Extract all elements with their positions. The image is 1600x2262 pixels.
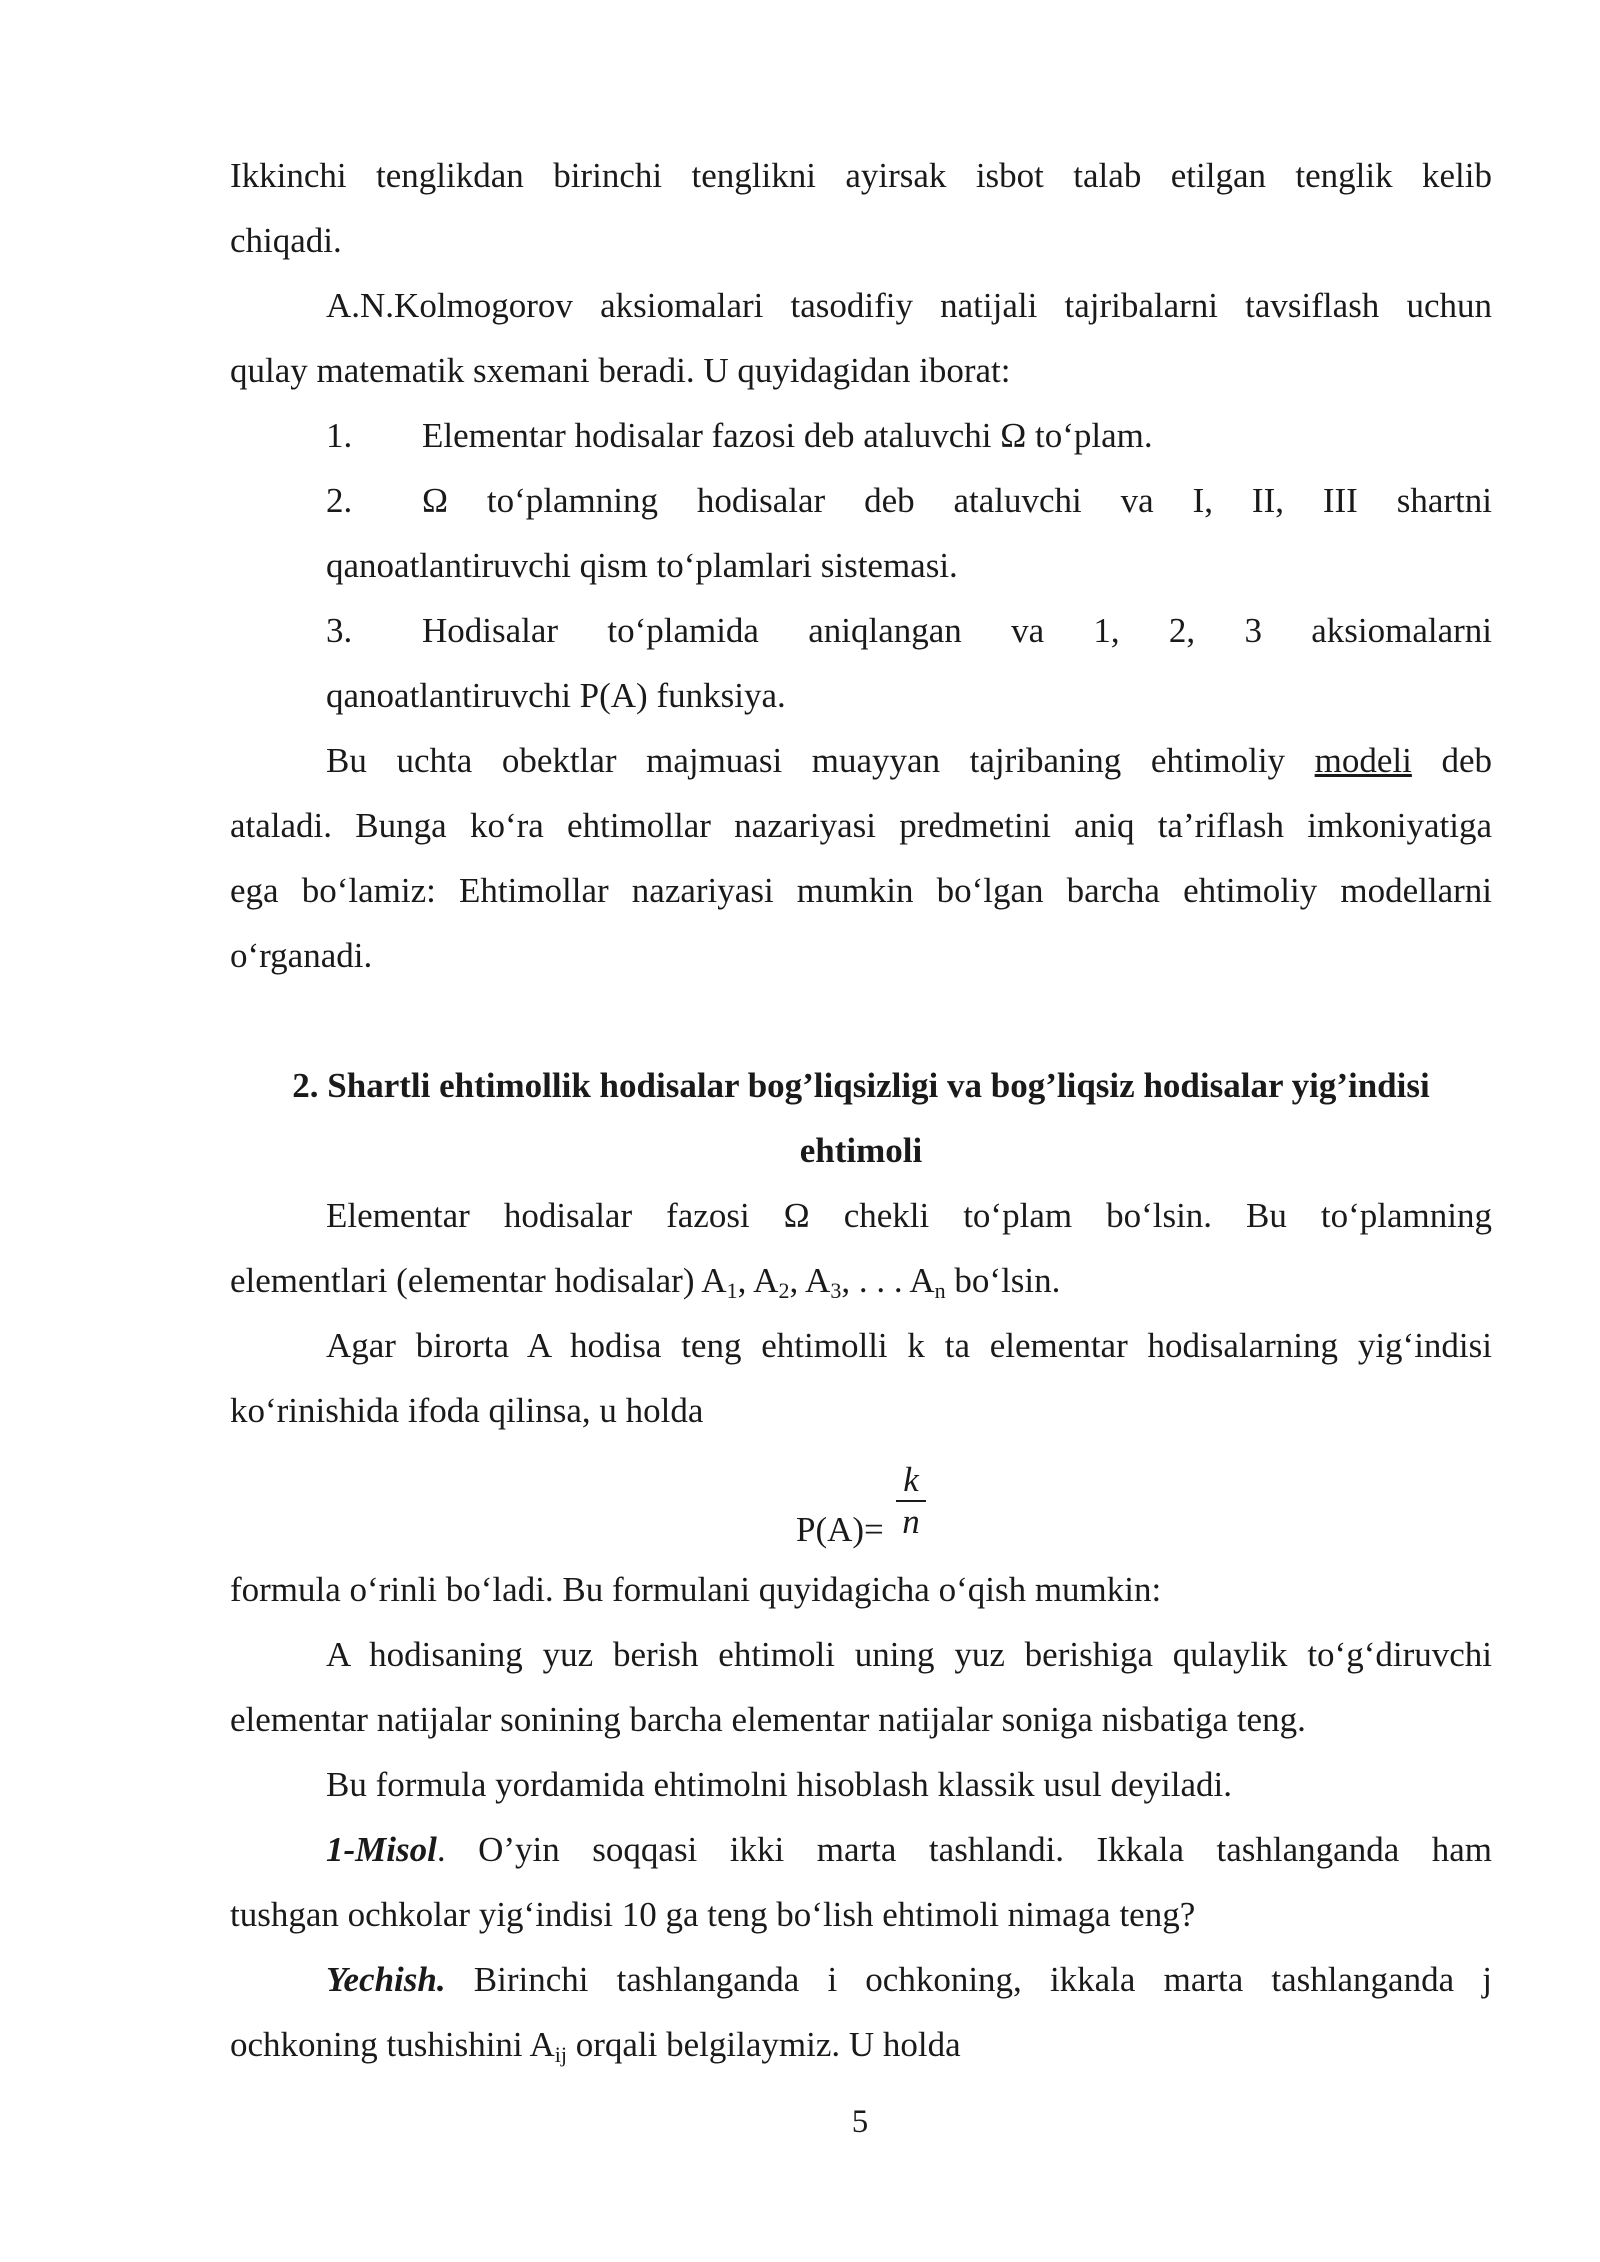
paragraph-line: qulay matematik sxemani beradi. U quyidagidan iborat:	[230, 351, 1011, 390]
paragraph-line: ega bo‘lamiz: Ehtimollar nazariyasi mumkin bo‘lgan barcha ehtimoliy modellarni	[230, 871, 1492, 910]
paragraph-line: Elementar hodisalar fazosi Ω chekli to‘plam bo‘lsin. Bu to‘plamning	[326, 1196, 1492, 1235]
section-heading: ehtimoli	[799, 1131, 923, 1170]
fraction-numerator: k	[903, 1460, 919, 1499]
paragraph-line: formula o‘rinli bo‘ladi. Bu formulani quyidagicha o‘qish mumkin:	[230, 1570, 1162, 1609]
text-span: bo‘lsin.	[945, 1261, 1061, 1300]
paragraph-line	[230, 1259, 1492, 1303]
probability-formula	[796, 1460, 936, 1550]
paragraph-line: Agar birorta A hodisa teng ehtimolli k ta elementar hodisalarning yig‘indisi	[326, 1326, 1492, 1365]
paragraph-line: A hodisaning yuz berish ehtimoli uning yuz berishiga qulaylik to‘g‘diruvchi	[326, 1635, 1492, 1674]
text-span: deb	[1411, 741, 1492, 780]
list-number: 1.	[326, 416, 353, 455]
subscript: 1	[726, 1278, 738, 1303]
paragraph-line: A.N.Kolmogorov aksiomalari tasodifiy natijali tajribalarni tavsiflash uchun	[326, 286, 1492, 325]
text-span: Bu uchta obektlar majmuasi muayyan tajribaning ehtimoliy	[326, 741, 1315, 780]
list-item-continuation: qanoatlantiruvchi P(A) funksiya.	[326, 676, 786, 715]
list-item	[326, 479, 1492, 523]
text-span: elementlari (elementar hodisalar) A	[230, 1261, 727, 1300]
fraction	[894, 1460, 928, 1542]
paragraph-line	[230, 2023, 1492, 2067]
list-text: Hodisalar to‘plamida aniqlangan va 1, 2, 3 aksiomalarni	[422, 611, 1492, 650]
list-text: Elementar hodisalar fazosi deb ataluvchi Ω to‘plam.	[422, 416, 1153, 455]
text-span: Birinchi tashlanganda i ochkoning, ikkala marta tashlanganda j	[445, 1960, 1492, 1999]
text-span: , A	[737, 1261, 779, 1300]
solution-line	[326, 1958, 1492, 2002]
paragraph-line: chiqadi.	[230, 221, 342, 260]
paragraph-line	[326, 739, 1492, 783]
list-item-continuation: qanoatlantiruvchi qism to‘plamlari sistemasi.	[326, 546, 958, 585]
subscript: 2	[778, 1278, 790, 1303]
paragraph-line: elementar natijalar sonining barcha elementar natijalar soniga nisbatiga teng.	[230, 1700, 1306, 1739]
text-span: , A	[789, 1261, 831, 1300]
text-span: orqali belgilaymiz. U holda	[566, 2025, 961, 2064]
paragraph-line: ko‘rinishida ifoda qilinsa, u holda	[230, 1391, 704, 1430]
paragraph-line: o‘rganadi.	[230, 936, 373, 975]
list-item	[326, 609, 1492, 653]
paragraph-line: ataladi. Bunga ko‘ra ehtimollar nazariyasi predmetini aniq ta’riflash imkoniyatiga	[230, 806, 1492, 845]
paragraph-line: Bu formula yordamida ehtimolni hisoblash klassik usul deyiladi.	[326, 1765, 1233, 1804]
list-number: 2.	[326, 481, 353, 520]
solution-label: Yechish.	[326, 1960, 446, 1999]
list-number: 3.	[326, 611, 353, 650]
paragraph-line: tushgan ochkolar yig‘indisi 10 ga teng bo‘lish ehtimoli nimaga teng?	[230, 1895, 1196, 1934]
fraction-denominator: n	[902, 1502, 920, 1541]
list-item	[326, 414, 1492, 458]
model-term: modeli	[1314, 741, 1412, 780]
paragraph-line: Ikkinchi tenglikdan birinchi tenglikni ayirsak isbot talab etilgan tenglik kelib	[230, 156, 1492, 195]
section-heading: 2. Shartli ehtimollik hodisalar bog’liqsizligi va bog’liqsiz hodisalar yig’indisi	[292, 1066, 1430, 1105]
text-span: , . . . A	[841, 1261, 935, 1300]
subscript: n	[934, 1278, 946, 1303]
formula-lhs: P(A)=	[796, 1510, 884, 1549]
example-line	[326, 1828, 1492, 1872]
list-text: Ω to‘plamning hodisalar deb ataluvchi va I, II, III shartni	[422, 481, 1492, 520]
subscript: ij	[554, 2042, 567, 2067]
text-span: . O’yin soqqasi ikki marta tashlandi. Ikkala tashlanganda ham	[436, 1830, 1492, 1869]
example-label: 1-Misol	[326, 1830, 437, 1869]
subscript: 3	[830, 1278, 842, 1303]
text-span: ochkoning tushishini A	[230, 2025, 555, 2064]
page-number: 5	[851, 2104, 869, 2140]
